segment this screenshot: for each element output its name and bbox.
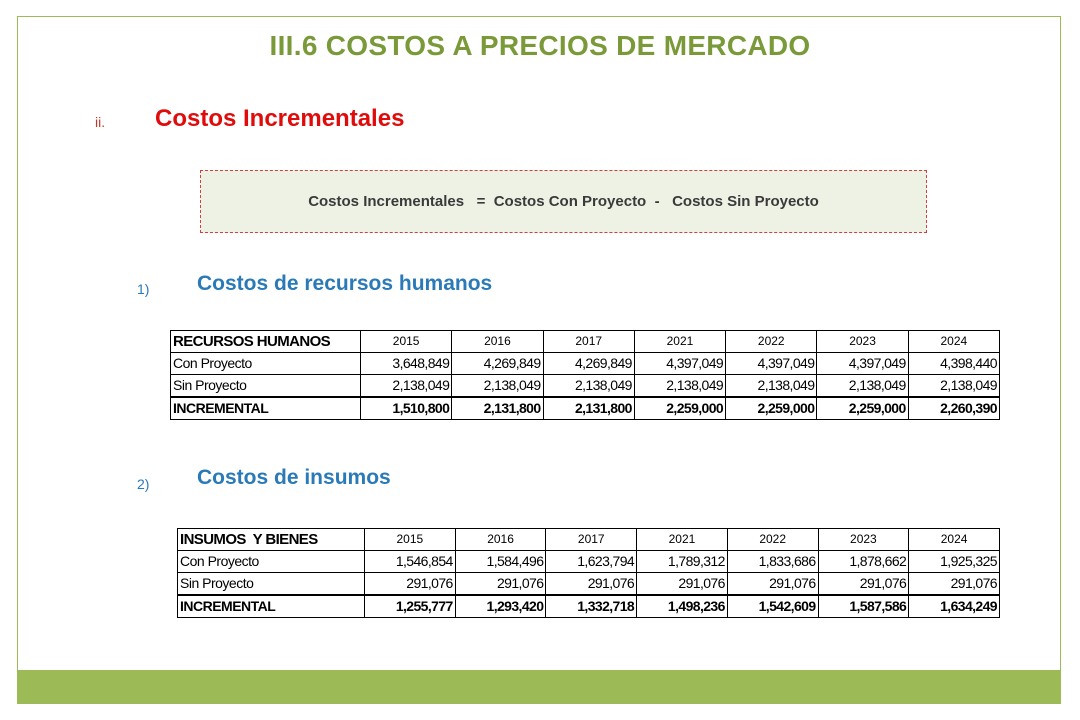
row-label: INCREMENTAL — [178, 595, 365, 618]
cell-value: 1,546,854 — [365, 551, 456, 573]
cell-value: 1,510,800 — [361, 397, 452, 420]
cell-value: 291,076 — [727, 573, 818, 596]
cell-value: 2,138,049 — [361, 375, 452, 398]
formula-term-sin: Costos Sin Proyecto — [672, 193, 819, 210]
year-header: 2021 — [634, 331, 725, 353]
year-header: 2015 — [365, 529, 456, 551]
table-total-row — [171, 397, 1000, 420]
table-row — [178, 573, 1000, 596]
cell-value: 4,397,049 — [726, 353, 817, 375]
row-label: Sin Proyecto — [178, 573, 365, 596]
cell-value: 4,397,049 — [817, 353, 908, 375]
cell-value: 291,076 — [637, 573, 728, 596]
table-row — [178, 551, 1000, 573]
cell-value: 2,138,049 — [908, 375, 999, 398]
cell-value: 2,259,000 — [726, 397, 817, 420]
table-header-label: INSUMOS Y BIENES — [178, 529, 365, 551]
subsection-title-2: Costos de insumos — [197, 466, 391, 489]
formula-lhs: Costos Incrementales — [308, 193, 465, 210]
section-title: Costos Incrementales — [155, 105, 405, 132]
cell-value: 2,138,049 — [817, 375, 908, 398]
cell-value: 291,076 — [909, 573, 1000, 596]
cell-value: 1,332,718 — [546, 595, 637, 618]
table-total-row — [178, 595, 1000, 618]
formula-minus: - — [654, 193, 660, 210]
year-header: 2017 — [543, 331, 634, 353]
cell-value: 1,634,249 — [909, 595, 1000, 618]
row-label: INCREMENTAL — [171, 397, 361, 420]
formula-term-con: Costos Con Proyecto — [493, 193, 647, 210]
formula-equals: = — [476, 193, 486, 210]
table-recursos-humanos — [170, 330, 1000, 420]
cell-value: 2,259,000 — [817, 397, 908, 420]
row-label: Con Proyecto — [171, 353, 361, 375]
table-header-label: RECURSOS HUMANOS — [171, 331, 361, 353]
table-row — [171, 353, 1000, 375]
cell-value: 2,131,800 — [543, 397, 634, 420]
section-marker: ii. — [95, 114, 106, 130]
row-label: Sin Proyecto — [171, 375, 361, 398]
table-row — [171, 375, 1000, 398]
year-header: 2016 — [452, 331, 543, 353]
cell-value: 3,648,849 — [361, 353, 452, 375]
subsection-marker-2: 2) — [137, 476, 150, 492]
table-header-row — [171, 331, 1000, 353]
slide-title: III.6 COSTOS A PRECIOS DE MERCADO — [269, 30, 811, 61]
subsection-marker-1: 1) — [137, 281, 150, 297]
cell-value: 4,269,849 — [452, 353, 543, 375]
cell-value: 1,542,609 — [727, 595, 818, 618]
subsection-title-1: Costos de recursos humanos — [197, 272, 493, 295]
table-insumos-bienes — [177, 528, 1000, 618]
year-header: 2024 — [908, 331, 999, 353]
row-label: Con Proyecto — [178, 551, 365, 573]
year-header: 2022 — [726, 331, 817, 353]
cell-value: 4,269,849 — [543, 353, 634, 375]
cell-value: 1,878,662 — [818, 551, 909, 573]
year-header: 2023 — [817, 331, 908, 353]
cell-value: 2,138,049 — [452, 375, 543, 398]
cell-value: 1,293,420 — [455, 595, 546, 618]
table-header-row — [178, 529, 1000, 551]
cell-value: 1,623,794 — [546, 551, 637, 573]
cell-value: 291,076 — [365, 573, 456, 596]
cell-value: 1,925,325 — [909, 551, 1000, 573]
cell-value: 4,398,440 — [908, 353, 999, 375]
cell-value: 1,833,686 — [727, 551, 818, 573]
year-header: 2023 — [818, 529, 909, 551]
cell-value: 2,260,390 — [908, 397, 999, 420]
cell-value: 1,789,312 — [637, 551, 728, 573]
cell-value: 2,259,000 — [634, 397, 725, 420]
cell-value: 2,138,049 — [543, 375, 634, 398]
cell-value: 2,131,800 — [452, 397, 543, 420]
year-header: 2016 — [455, 529, 546, 551]
cell-value: 1,584,496 — [455, 551, 546, 573]
year-header: 2021 — [637, 529, 728, 551]
cell-value: 4,397,049 — [634, 353, 725, 375]
footer-bar — [17, 670, 1061, 704]
year-header: 2015 — [361, 331, 452, 353]
cell-value: 291,076 — [818, 573, 909, 596]
cell-value: 2,138,049 — [726, 375, 817, 398]
year-header: 2024 — [909, 529, 1000, 551]
cell-value: 291,076 — [546, 573, 637, 596]
formula-box — [200, 170, 927, 233]
cell-value: 1,587,586 — [818, 595, 909, 618]
year-header: 2017 — [546, 529, 637, 551]
cell-value: 1,498,236 — [637, 595, 728, 618]
cell-value: 291,076 — [455, 573, 546, 596]
year-header: 2022 — [727, 529, 818, 551]
cell-value: 2,138,049 — [634, 375, 725, 398]
cell-value: 1,255,777 — [365, 595, 456, 618]
